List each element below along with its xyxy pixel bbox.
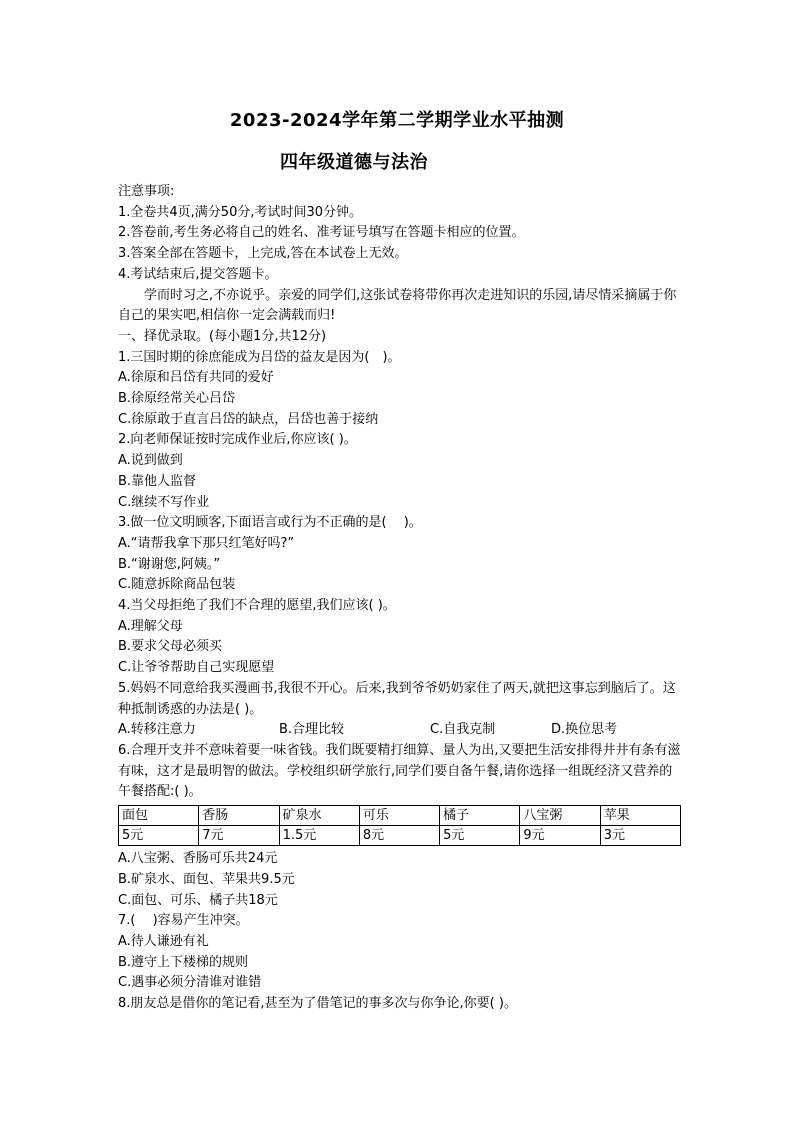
answer-option: A.“请帮我拿下那只红笔好吗?” — [118, 535, 295, 551]
question-stem: 2.向老师保证按时完成作业后,你应该( )。 — [118, 432, 357, 448]
answer-option: A.转移注意力 — [118, 722, 196, 738]
answer-option: C.遇事必须分清谁对谁错 — [118, 975, 262, 991]
answer-option: A.待人谦逊有礼 — [118, 933, 209, 949]
question-stem: 3.做一位文明顾客,下面语言或行为不正确的是( )。 — [118, 515, 422, 531]
section-heading: 一、择优录取。(每小题1分,共12分) — [118, 328, 327, 344]
table-cell: 香肠 — [199, 806, 279, 826]
table-cell: 矿泉水 — [279, 806, 359, 826]
answer-option: C.徐原敢于直言吕岱的缺点，吕岱也善于接纳 — [118, 411, 379, 427]
answer-option: B.徐原经常关心吕岱 — [118, 391, 236, 407]
table-cell: 5元 — [440, 826, 520, 846]
note-item: 3.答案全部在答题卡，上完成,答在本试卷上无效。 — [118, 246, 408, 262]
table-cell: 3元 — [600, 826, 680, 846]
page-subtitle: 四年级道德与法治 — [280, 152, 428, 173]
question-stem: 8.朋友总是借你的笔记看,甚至为了借笔记的事多次与你争论,你要( )。 — [118, 996, 517, 1012]
page-title: 2023-2024学年第二学期学业水平抽测 — [229, 110, 565, 131]
notes-heading: 注意事项: — [118, 184, 175, 199]
exam-content — [118, 182, 683, 1015]
table-cell: 面包 — [119, 806, 199, 826]
price-table — [118, 805, 681, 846]
answer-option: B.“谢谢您,阿姨。” — [118, 556, 221, 572]
answer-option: D.换位思考 — [551, 722, 618, 738]
answer-option: B.合理比较 — [279, 722, 345, 738]
question-stem: 7.( )容易产生冲突。 — [118, 913, 249, 929]
question-stem: 1.三国时期的徐庶能成为吕岱的益友是因为( )。 — [118, 349, 401, 365]
answer-option: A.说到做到 — [118, 453, 183, 469]
table-cell: 可乐 — [359, 806, 439, 826]
table-cell: 八宝粥 — [520, 806, 600, 826]
answer-option: C.让爷爷帮助自己实现愿望 — [118, 660, 275, 676]
table-cell: 苹果 — [600, 806, 680, 826]
answer-option: A.理解父母 — [118, 618, 183, 634]
note-item: 4.考试结束后,提交答题卡。 — [118, 266, 278, 282]
answer-options-row — [118, 720, 683, 741]
intro-paragraph: 学而时习之,不亦说乎。亲爱的同学们,这张试卷将带你再次走进知识的乐园,请尽情采摘属于你自己的果实吧,相信你一定会满载而归! — [118, 287, 677, 324]
table-cell: 1.5元 — [279, 826, 359, 846]
answer-option: A.八宝粥、香肠可乐共24元 — [118, 851, 278, 867]
table-cell: 5元 — [119, 826, 199, 846]
answer-option: B.矿泉水、面包、苹果共9.5元 — [118, 871, 295, 887]
table-cell: 7元 — [199, 826, 279, 846]
question-stem: 6.合理开支并不意味着要一味省钱。我们既要精打细算、量人为出,又要把生活安排得井井有条有滋有味，这才是最明智的做法。学校组织研学旅行,同学们要自备午餐,请你选择一组既经济又营养的午餐搭配:( )。 — [118, 742, 681, 800]
table-cell: 橘子 — [440, 806, 520, 826]
question-stem: 4.当父母拒绝了我们不合理的愿望,我们应该( )。 — [118, 598, 396, 614]
note-item: 1.全卷共4页,满分50分,考试时间30分钟。 — [118, 204, 363, 220]
answer-option: C.随意拆除商品包装 — [118, 577, 236, 593]
answer-option: B.靠他人监督 — [118, 473, 197, 489]
table-row-items — [119, 806, 681, 826]
answer-option: A.徐原和吕岱有共同的爱好 — [118, 370, 274, 386]
answer-option: B.遵守上下楼梯的规则 — [118, 954, 249, 970]
answer-option: B.要求父母必须买 — [118, 639, 223, 655]
table-cell: 8元 — [359, 826, 439, 846]
answer-option: C.面包、可乐、橘子共18元 — [118, 892, 278, 908]
question-stem: 5.妈妈不同意给我买漫画书,我很不开心。后来,我到爷爷奶奶家住了两天,就把这事忘到脑后了。这种抵制诱惑的办法是( )。 — [118, 680, 676, 717]
note-item: 2.答卷前,考生务必将自己的姓名、准考证号填写在答题卡相应的位置。 — [118, 225, 525, 241]
table-cell: 9元 — [520, 826, 600, 846]
answer-option: C.自我克制 — [430, 722, 496, 738]
table-row-prices — [119, 826, 681, 846]
answer-option: C.继续不写作业 — [118, 494, 210, 510]
